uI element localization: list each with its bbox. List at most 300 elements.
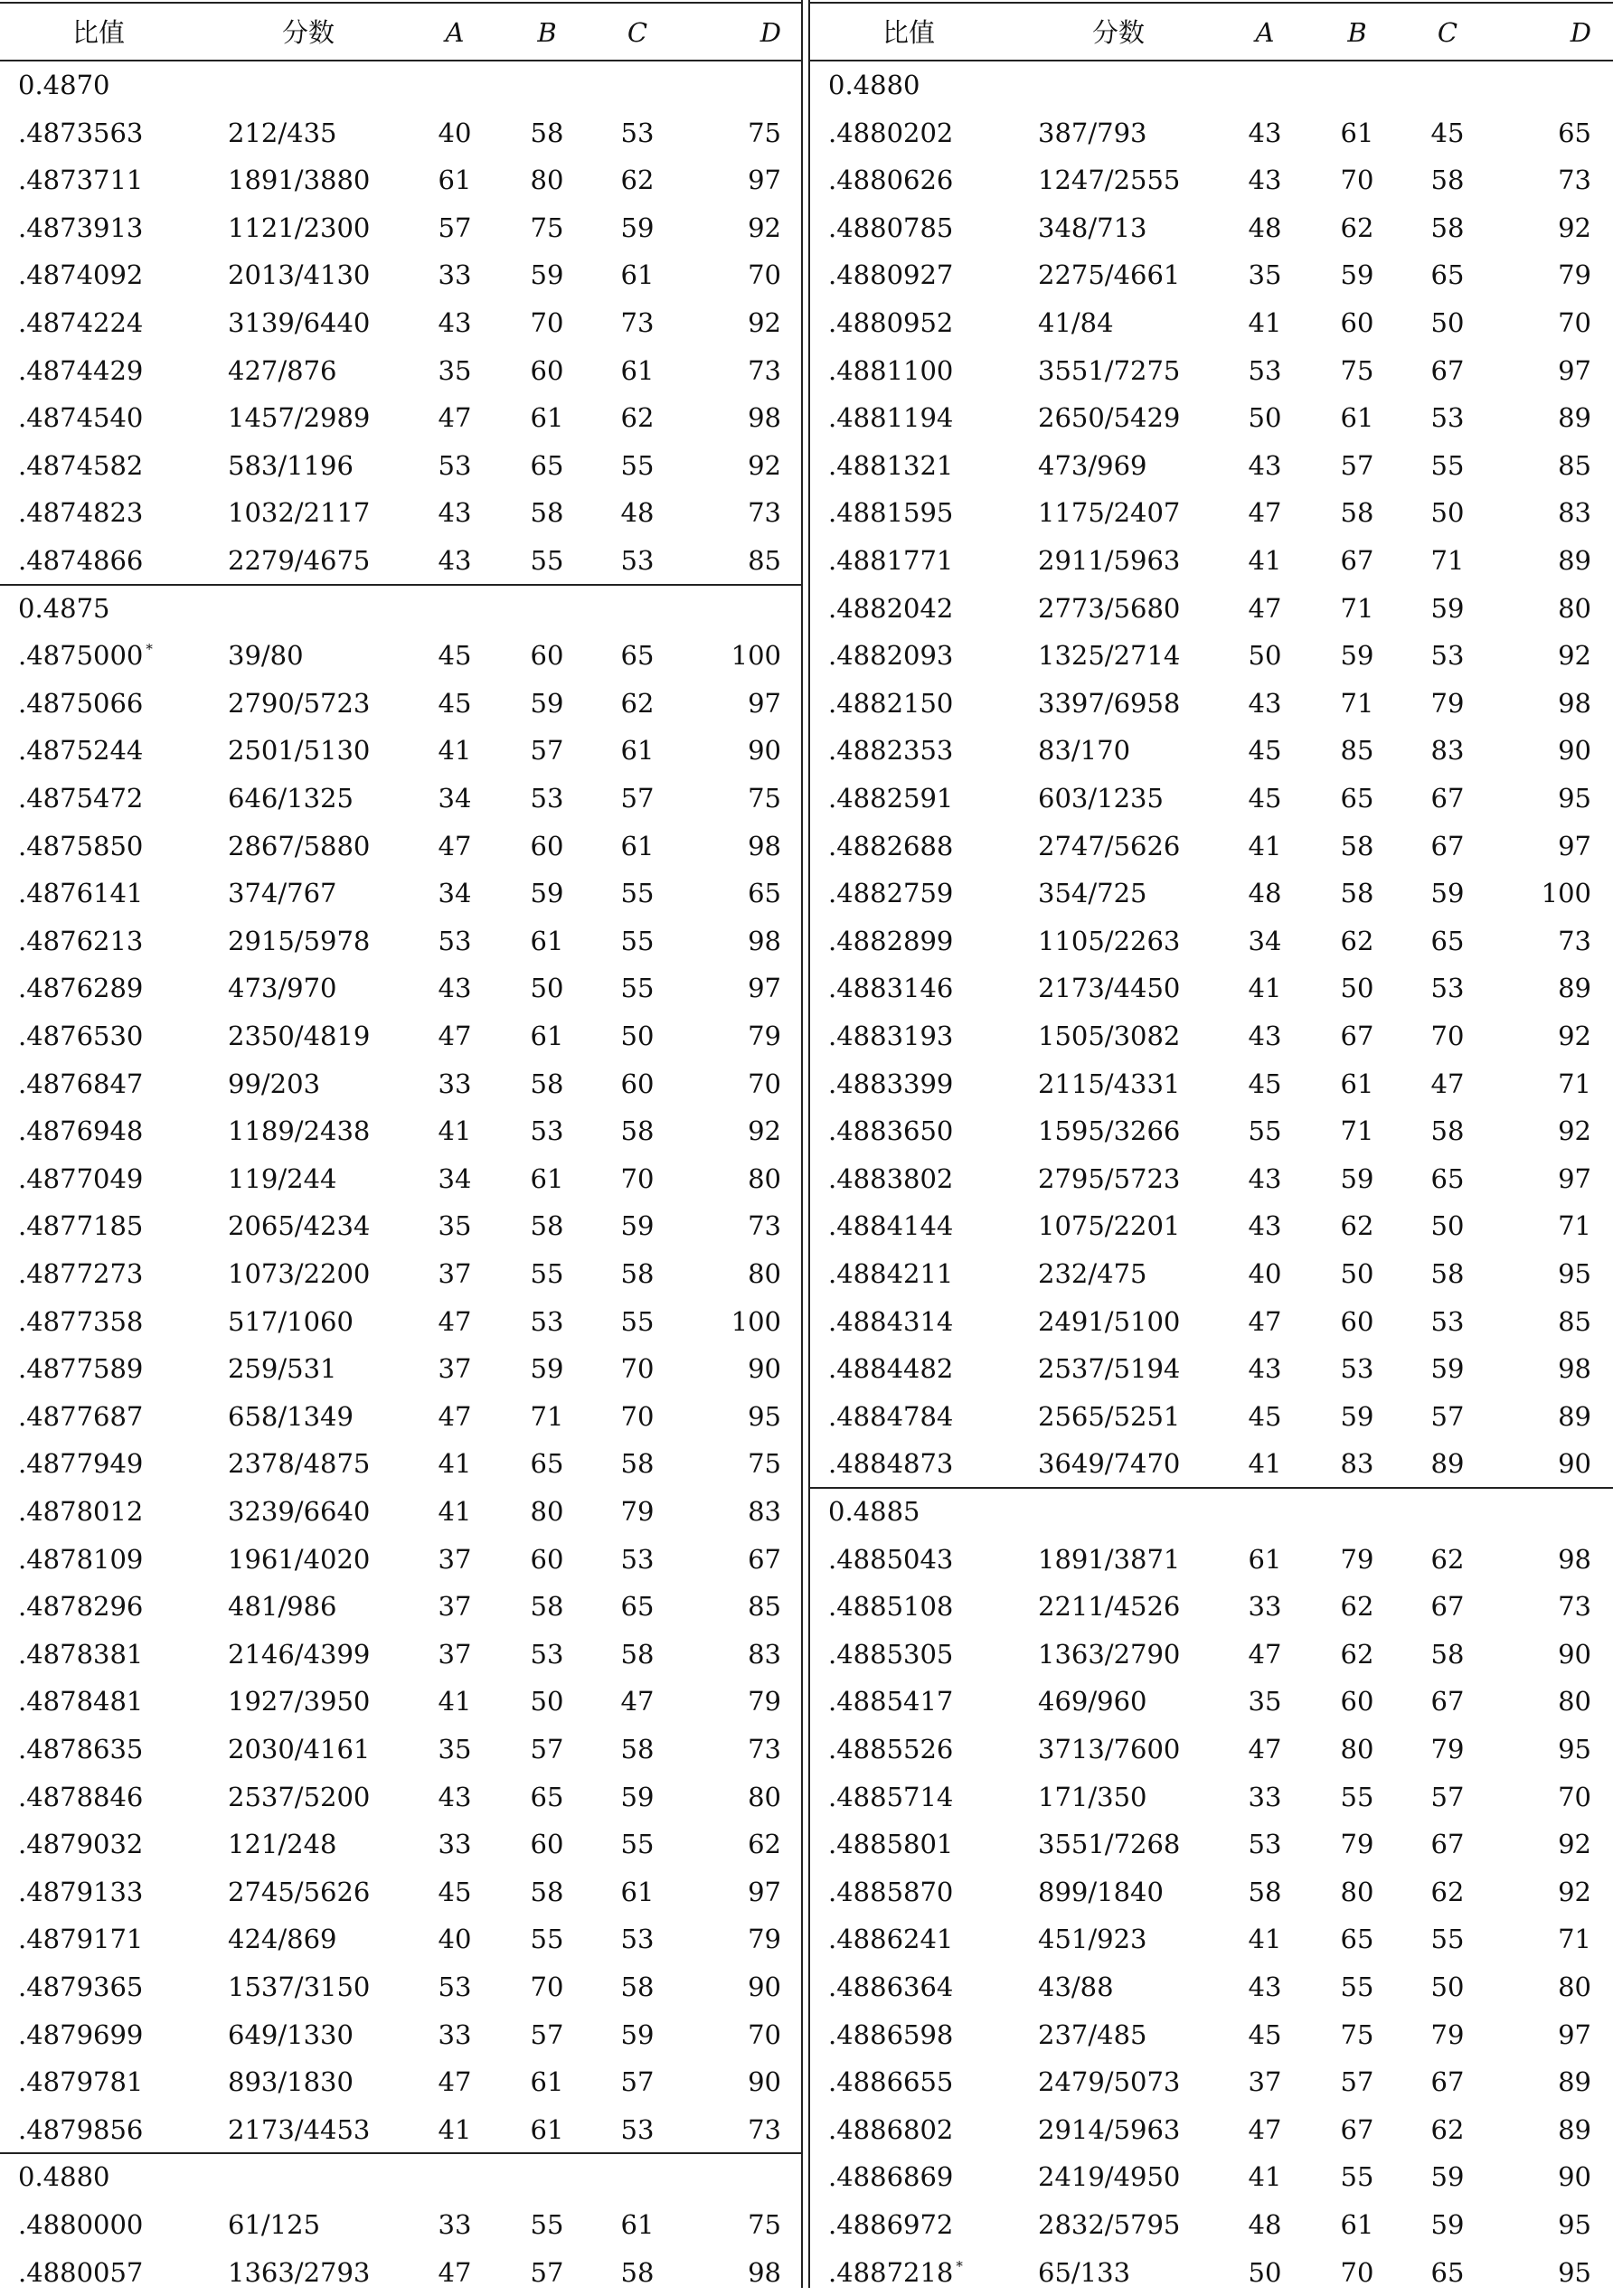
d-cell: 92 <box>1558 1876 1591 1907</box>
d-cell: 73 <box>748 497 781 529</box>
a-cell: 45 <box>438 1876 472 1907</box>
table-row <box>0 1202 803 1250</box>
fraction-cell: 3397/6958 <box>1038 687 1181 719</box>
a-cell: 43 <box>438 973 472 1004</box>
table-row <box>0 1963 803 2011</box>
table-row <box>0 917 803 965</box>
d-cell: 92 <box>1558 1115 1591 1147</box>
c-cell: 55 <box>620 925 655 956</box>
d-cell: 79 <box>748 1686 781 1717</box>
table-row <box>810 2058 1613 2106</box>
fraction-cell: 2537/5200 <box>228 1781 371 1812</box>
ratio-cell: .4878296 <box>18 1591 144 1623</box>
table-row <box>810 1821 1613 1868</box>
a-cell: 43 <box>1248 117 1282 148</box>
c-cell: 57 <box>1430 1400 1465 1432</box>
d-cell: 89 <box>1558 402 1591 434</box>
fraction-cell: 481/986 <box>228 1591 337 1623</box>
asterisk-mark: * <box>956 2257 963 2274</box>
a-cell: 40 <box>438 1924 472 1955</box>
fraction-cell: 1121/2300 <box>228 212 371 243</box>
c-cell: 58 <box>620 1115 655 1147</box>
b-cell: 61 <box>530 1021 564 1051</box>
ratio-cell: .4879032 <box>18 1829 144 1860</box>
fraction-cell: 65/133 <box>1038 2256 1131 2288</box>
a-cell: 61 <box>438 165 472 196</box>
c-cell: 58 <box>620 1258 655 1289</box>
fraction-cell: 387/793 <box>1038 117 1147 148</box>
b-cell: 71 <box>1340 592 1374 624</box>
ratio-cell: .4877949 <box>18 1448 144 1480</box>
d-cell: 79 <box>748 1021 781 1051</box>
fraction-cell: 2173/4450 <box>1038 973 1181 1004</box>
b-cell: 62 <box>1340 212 1374 243</box>
ratio-cell: .4884144 <box>828 1210 954 1242</box>
a-cell: 47 <box>1248 592 1282 624</box>
table-row <box>810 917 1613 965</box>
group-heading-row <box>0 585 803 633</box>
c-cell: 45 <box>1430 117 1465 148</box>
d-cell: 80 <box>748 1162 781 1194</box>
fraction-cell: 2115/4331 <box>1038 1068 1181 1099</box>
ratio-cell: .4881194 <box>828 402 954 434</box>
table-row <box>0 727 803 775</box>
ratio-cell: .4885108 <box>828 1591 954 1623</box>
ratio-cell: .4880785 <box>828 212 954 243</box>
table-row <box>0 1821 803 1868</box>
b-cell: 60 <box>1340 307 1374 338</box>
d-cell: 75 <box>748 117 781 148</box>
fraction-cell: 1189/2438 <box>228 1115 371 1147</box>
a-cell: 34 <box>438 878 472 909</box>
d-cell: 80 <box>748 1258 781 1289</box>
c-cell: 61 <box>620 830 655 861</box>
d-cell: 92 <box>1558 640 1591 672</box>
header-ratio: 比值 <box>882 17 936 48</box>
a-cell: 41 <box>438 1686 472 1717</box>
group-heading-row <box>810 1488 1613 1536</box>
a-cell: 58 <box>1248 1876 1282 1907</box>
fraction-cell: 61/125 <box>228 2209 321 2240</box>
fraction-cell: 473/970 <box>228 973 337 1004</box>
d-cell: 70 <box>748 259 781 291</box>
b-cell: 60 <box>530 640 564 672</box>
a-cell: 43 <box>1248 1353 1282 1385</box>
fraction-cell: 2795/5723 <box>1038 1162 1181 1194</box>
table-row <box>0 965 803 1012</box>
b-cell: 57 <box>530 1734 564 1764</box>
ratio-cell: .4879699 <box>18 2018 144 2050</box>
fraction-cell: 1891/3871 <box>1038 1543 1181 1575</box>
d-cell: 95 <box>1558 2256 1591 2288</box>
d-cell: 98 <box>748 2256 781 2288</box>
d-cell: 95 <box>1558 783 1591 814</box>
ratio-cell: .4874540 <box>18 402 144 434</box>
a-cell: 47 <box>1248 497 1282 529</box>
b-cell: 61 <box>530 1162 564 1194</box>
a-cell: 37 <box>438 1638 472 1670</box>
table-row <box>0 394 803 442</box>
ratio-cell: .4879365 <box>18 1971 144 2002</box>
a-cell: 47 <box>1248 2113 1282 2145</box>
c-cell: 62 <box>620 402 655 434</box>
b-cell: 65 <box>530 1781 564 1812</box>
fraction-cell: 649/1330 <box>228 2018 354 2050</box>
b-cell: 59 <box>530 687 564 719</box>
d-cell: 90 <box>1558 1638 1591 1670</box>
ratio-cell: .4874823 <box>18 497 144 529</box>
c-cell: 59 <box>1430 592 1465 624</box>
c-cell: 67 <box>1430 354 1465 386</box>
b-cell: 79 <box>1340 1829 1374 1860</box>
b-cell: 59 <box>530 259 564 291</box>
ratio-cell: .4877273 <box>18 1258 144 1289</box>
a-cell: 34 <box>1248 925 1282 956</box>
a-cell: 61 <box>1248 1543 1282 1575</box>
b-cell: 70 <box>530 1971 564 2002</box>
ratio-cell: .4876530 <box>18 1021 144 1051</box>
fraction-cell: 1105/2263 <box>1038 925 1181 956</box>
b-cell: 57 <box>530 735 564 767</box>
fraction-cell: 2419/4950 <box>1038 2161 1181 2193</box>
header-a: A <box>1255 17 1275 48</box>
ratio-cell: .4874582 <box>18 449 144 481</box>
d-cell: 89 <box>1558 2066 1591 2098</box>
c-cell: 50 <box>1430 1971 1465 2002</box>
b-cell: 53 <box>1340 1353 1374 1385</box>
fraction-cell: 469/960 <box>1038 1686 1147 1717</box>
fraction-cell: 119/244 <box>228 1162 337 1194</box>
fraction-cell: 43/88 <box>1038 1971 1114 2002</box>
a-cell: 33 <box>1248 1591 1282 1623</box>
a-cell: 43 <box>1248 1021 1282 1051</box>
a-cell: 37 <box>438 1353 472 1385</box>
a-cell: 55 <box>1248 1115 1282 1147</box>
table-row <box>810 585 1613 633</box>
fraction-cell: 517/1060 <box>228 1305 354 1337</box>
b-cell: 53 <box>530 1305 564 1337</box>
a-cell: 41 <box>438 1496 472 1527</box>
table-row <box>0 1250 803 1298</box>
fraction-cell: 1505/3082 <box>1038 1021 1181 1051</box>
table-row <box>810 299 1613 347</box>
table-row <box>0 2058 803 2106</box>
a-cell: 48 <box>1248 878 1282 909</box>
ratio-cell: .4885043 <box>828 1543 954 1575</box>
ratio-cell: .4875244 <box>18 735 144 767</box>
ratio-cell: .4884211 <box>828 1258 954 1289</box>
fraction-cell: 2275/4661 <box>1038 259 1181 291</box>
d-cell: 98 <box>1558 1353 1591 1385</box>
a-cell: 33 <box>438 1829 472 1860</box>
ratio-cell: .4873913 <box>18 212 144 243</box>
d-cell: 97 <box>1558 2018 1591 2050</box>
b-cell: 61 <box>530 2066 564 2098</box>
d-cell: 92 <box>748 449 781 481</box>
a-cell: 33 <box>438 2209 472 2240</box>
b-cell: 70 <box>530 307 564 338</box>
table-row <box>810 1298 1613 1346</box>
table-row <box>810 2106 1613 2154</box>
b-cell: 59 <box>530 878 564 909</box>
d-cell: 70 <box>1558 307 1591 338</box>
d-cell: 85 <box>748 1591 781 1623</box>
group-heading-row <box>0 61 803 109</box>
c-cell: 62 <box>1430 1543 1465 1575</box>
ratio-cell: .4886655 <box>828 2066 954 2098</box>
table-row <box>0 109 803 157</box>
c-cell: 47 <box>620 1686 655 1717</box>
table-row <box>810 632 1613 680</box>
c-cell: 57 <box>620 2066 655 2098</box>
b-cell: 58 <box>530 117 564 148</box>
header-d: D <box>1570 17 1591 48</box>
c-cell: 53 <box>620 1543 655 1575</box>
ratio-cell: .4878846 <box>18 1781 144 1812</box>
a-cell: 41 <box>438 1448 472 1480</box>
a-cell: 35 <box>1248 1686 1282 1717</box>
ratio-cell: .4873563 <box>18 117 144 148</box>
a-cell: 45 <box>438 687 472 719</box>
c-cell: 61 <box>620 354 655 386</box>
table-row <box>810 775 1613 823</box>
fraction-cell: 1032/2117 <box>228 497 371 529</box>
a-cell: 41 <box>438 735 472 767</box>
fraction-cell: 2350/4819 <box>228 1021 371 1051</box>
d-cell: 85 <box>748 545 781 576</box>
right-table <box>810 0 1613 2288</box>
fraction-cell: 2915/5978 <box>228 925 371 956</box>
a-cell: 33 <box>438 1068 472 1099</box>
b-cell: 58 <box>530 497 564 529</box>
d-cell: 95 <box>1558 1258 1591 1289</box>
fraction-cell: 2773/5680 <box>1038 592 1181 624</box>
table-row <box>810 2249 1613 2296</box>
table-row <box>0 823 803 870</box>
ratio-cell: .4882759 <box>828 878 954 909</box>
fraction-cell: 2747/5626 <box>1038 830 1181 861</box>
table-row <box>0 156 803 204</box>
b-cell: 61 <box>530 402 564 434</box>
d-cell: 70 <box>1558 1781 1591 1812</box>
a-cell: 41 <box>1248 830 1282 861</box>
a-cell: 40 <box>1248 1258 1282 1289</box>
a-cell: 47 <box>438 402 472 434</box>
ratio-cell: .4879856 <box>18 2113 144 2145</box>
b-cell: 67 <box>1340 2113 1374 2145</box>
d-cell: 97 <box>1558 354 1591 386</box>
d-cell: 85 <box>1558 1305 1591 1337</box>
table-row <box>810 1915 1613 1963</box>
table-row <box>0 1012 803 1060</box>
fraction-cell: 39/80 <box>228 640 304 672</box>
c-cell: 58 <box>620 1971 655 2002</box>
a-cell: 37 <box>1248 2066 1282 2098</box>
fraction-cell: 2030/4161 <box>228 1734 371 1764</box>
d-cell: 90 <box>748 1971 781 2002</box>
ratio-cell: .4882591 <box>828 783 954 814</box>
d-cell: 90 <box>1558 735 1591 767</box>
d-cell: 71 <box>1558 1068 1591 1099</box>
c-cell: 48 <box>620 497 655 529</box>
fraction-cell: 2146/4399 <box>228 1638 371 1670</box>
c-cell: 67 <box>1430 1591 1465 1623</box>
fraction-cell: 2867/5880 <box>228 830 371 861</box>
ratio-cell: .4874429 <box>18 354 144 386</box>
b-cell: 59 <box>530 1353 564 1385</box>
a-cell: 47 <box>438 1021 472 1051</box>
c-cell: 59 <box>1430 1353 1465 1385</box>
header-c: C <box>627 17 648 48</box>
fraction-cell: 374/767 <box>228 878 337 909</box>
ratio-cell: .4885714 <box>828 1781 954 1812</box>
table-row <box>0 299 803 347</box>
fraction-cell: 3551/7268 <box>1038 1829 1181 1860</box>
c-cell: 79 <box>620 1496 655 1527</box>
fraction-cell: 1325/2714 <box>1038 640 1181 672</box>
b-cell: 55 <box>530 2209 564 2240</box>
fraction-cell: 1363/2793 <box>228 2256 371 2288</box>
c-cell: 58 <box>1430 212 1465 243</box>
top-rule <box>810 2 1613 4</box>
a-cell: 43 <box>438 1781 472 1812</box>
table-row <box>810 156 1613 204</box>
table-row <box>810 1393 1613 1441</box>
ratio-cell: .4876213 <box>18 925 144 956</box>
c-cell: 59 <box>620 212 655 243</box>
b-cell: 80 <box>1340 1734 1374 1764</box>
fraction-cell: 427/876 <box>228 354 337 386</box>
fraction-cell: 1073/2200 <box>228 1258 371 1289</box>
header-fraction: 分数 <box>1092 17 1146 48</box>
d-cell: 89 <box>1558 973 1591 1004</box>
d-cell: 71 <box>1558 1210 1591 1242</box>
c-cell: 57 <box>620 783 655 814</box>
b-cell: 57 <box>1340 2066 1374 2098</box>
group-heading: 0.4885 <box>828 1496 920 1527</box>
fraction-cell: 83/170 <box>1038 735 1131 767</box>
d-cell: 73 <box>1558 925 1591 956</box>
d-cell: 90 <box>1558 1448 1591 1480</box>
a-cell: 41 <box>1248 2161 1282 2193</box>
d-cell: 71 <box>1558 1924 1591 1955</box>
a-cell: 43 <box>1248 1210 1282 1242</box>
d-cell: 73 <box>748 2113 781 2145</box>
d-cell: 92 <box>1558 212 1591 243</box>
a-cell: 47 <box>438 2256 472 2288</box>
ratio-cell: .4885870 <box>828 1876 954 1907</box>
a-cell: 41 <box>1248 545 1282 576</box>
d-cell: 80 <box>1558 1971 1591 2002</box>
ratio-cell: .4885526 <box>828 1734 954 1764</box>
d-cell: 92 <box>748 1115 781 1147</box>
table-row <box>0 537 803 585</box>
fraction-cell: 232/475 <box>1038 1258 1147 1289</box>
b-cell: 50 <box>530 1686 564 1717</box>
b-cell: 53 <box>530 1638 564 1670</box>
d-cell: 73 <box>1558 165 1591 196</box>
b-cell: 80 <box>530 165 564 196</box>
ratio-cell: .4886802 <box>828 2113 954 2145</box>
b-cell: 65 <box>530 449 564 481</box>
b-cell: 53 <box>530 783 564 814</box>
ratio-cell: .4879781 <box>18 2066 144 2098</box>
c-cell: 62 <box>1430 1876 1465 1907</box>
table-row <box>810 1060 1613 1108</box>
fraction-cell: 893/1830 <box>228 2066 354 2098</box>
fraction-cell: 3139/6440 <box>228 307 371 338</box>
d-cell: 97 <box>1558 830 1591 861</box>
table-row <box>810 1345 1613 1393</box>
c-cell: 50 <box>1430 307 1465 338</box>
ratio-cell: .4880202 <box>828 117 954 148</box>
c-cell: 62 <box>620 687 655 719</box>
d-cell: 83 <box>748 1496 781 1527</box>
table-row <box>0 347 803 395</box>
b-cell: 50 <box>1340 1258 1374 1289</box>
a-cell: 47 <box>438 1305 472 1337</box>
b-cell: 58 <box>530 1876 564 1907</box>
a-cell: 47 <box>438 2066 472 2098</box>
table-row <box>0 1060 803 1108</box>
b-cell: 61 <box>530 2113 564 2145</box>
fraction-cell: 2537/5194 <box>1038 1353 1181 1385</box>
a-cell: 34 <box>438 783 472 814</box>
d-cell: 73 <box>748 1210 781 1242</box>
fraction-cell: 2501/5130 <box>228 735 371 767</box>
a-cell: 48 <box>1248 2209 1282 2240</box>
c-cell: 59 <box>620 1781 655 1812</box>
a-cell: 53 <box>1248 354 1282 386</box>
fraction-cell: 2914/5963 <box>1038 2113 1181 2145</box>
ratio-cell: .4882150 <box>828 687 954 719</box>
b-cell: 61 <box>1340 402 1374 434</box>
a-cell: 35 <box>438 1210 472 1242</box>
a-cell: 45 <box>1248 1400 1282 1432</box>
table-row <box>810 489 1613 537</box>
ratio-value: .4887218 <box>828 2256 954 2288</box>
table-row <box>810 823 1613 870</box>
b-cell: 65 <box>530 1448 564 1480</box>
a-cell: 47 <box>1248 1638 1282 1670</box>
fraction-cell: 1247/2555 <box>1038 165 1181 196</box>
b-cell: 57 <box>530 2256 564 2288</box>
b-cell: 71 <box>1340 687 1374 719</box>
fraction-cell: 2013/4130 <box>228 259 371 291</box>
fraction-cell: 2832/5795 <box>1038 2209 1181 2240</box>
a-cell: 43 <box>1248 449 1282 481</box>
b-cell: 60 <box>1340 1305 1374 1337</box>
ratio-cell: .4880927 <box>828 259 954 291</box>
a-cell: 47 <box>1248 1734 1282 1764</box>
table-header <box>0 5 803 60</box>
c-cell: 71 <box>1430 545 1465 576</box>
b-cell: 61 <box>1340 2209 1374 2240</box>
ratio-cell: .4877589 <box>18 1353 144 1385</box>
a-cell: 45 <box>1248 2018 1282 2050</box>
table-row <box>0 1393 803 1441</box>
group-heading-row <box>0 2153 803 2201</box>
fraction-cell: 171/350 <box>1038 1781 1147 1812</box>
ratio-cell: .4876289 <box>18 973 144 1004</box>
b-cell: 62 <box>1340 1638 1374 1670</box>
a-cell: 40 <box>438 117 472 148</box>
table-row <box>810 727 1613 775</box>
ratio-cell: .4886972 <box>828 2209 954 2240</box>
c-cell: 70 <box>1430 1021 1465 1051</box>
b-cell: 59 <box>1340 640 1374 672</box>
fraction-cell: 2565/5251 <box>1038 1400 1181 1432</box>
